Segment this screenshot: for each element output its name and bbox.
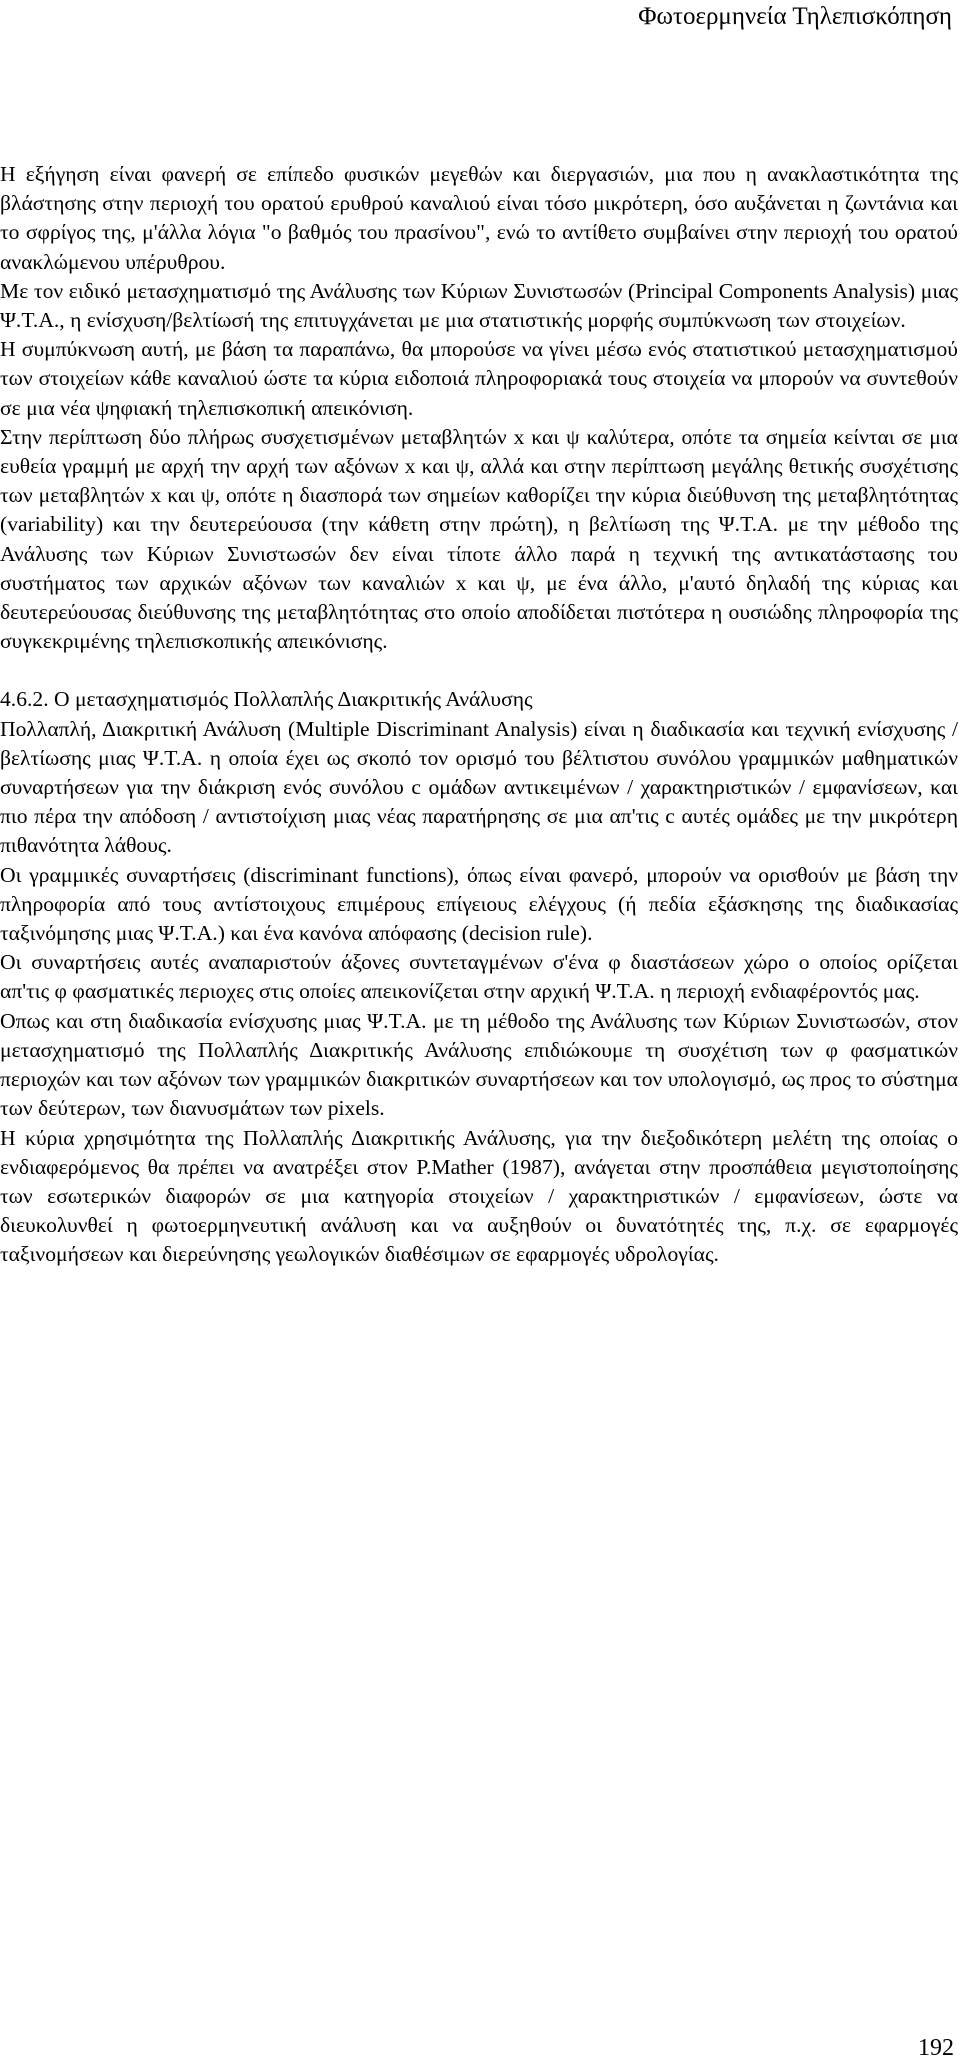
paragraph: Οπως και στη διαδικασία ενίσχυσης μιας Ψ.Τ.Α. με τη μέθοδο της Ανάλυσης των Κύριων Συνιστωσών, στον μετασχηματισμό της Πολλαπλής Διακριτικής Ανάλυσης επιδιώκουμε τη συσχέτιση των φ φασματικών περιοχών και των αξόνων των γραμμικών διακριτικών συναρτήσεων και τον υπολογισμό, ως προς το σύστημα των δεύτερων, των διανυσμάτων των pixels. [0,1008,958,1121]
paragraph-gap [0,656,958,685]
running-header: Φωτοερμηνεία Τηλεπισκόπηση [638,3,952,30]
section-heading: 4.6.2. Ο μετασχηματισμός Πολλαπλής Διακριτικής Ανάλυσης [0,687,533,712]
paragraph: Η εξήγηση είναι φανερή σε επίπεδο φυσικών μεγεθών και διεργασιών, μια που η ανακλαστικότητα της βλάστησης στην περιοχή του ορατού ερυθρού καναλιού είναι τόσο μικρότερη, όσο αυξάνεται η ζωντάνια και το σφρίγος της, μ'άλλα λόγια "ο βαθμός του πρασίνου", ενώ το αντίθετο συμβαίνει στην περιοχή του ορατού ανακλώμενου υπέρυθρου. [0,162,958,274]
document-body [0,160,958,1270]
paragraph: Πολλαπλή, Διακριτική Ανάλυση (Multiple Discriminant Analysis) είναι η διαδικασία και τεχνική ενίσχυσης / βελτίωσης μιας Ψ.Τ.Α. η οποία έχει ως σκοπό τον ορισμό του βέλτιστου συνόλου γραμμικών μαθηματικών συναρτήσεων για την διάκριση ενός συνόλου c ομάδων αντικειμένων / χαρακτηριστικών / εμφανίσεων, και πιο πέρα την απόδοση / αντιστοίχιση μιας νέας παρατήρησης σε μια απ'τις c αυτές ομάδες με την μικρότερη πιθανότητα λάθους. [0,716,958,858]
page-number: 192 [918,2035,954,2061]
paragraph: Στην περίπτωση δύο πλήρως συσχετισμένων μεταβλητών x και ψ καλύτερα, οπότε τα σημεία κείνται σε μια ευθεία γραμμή με αρχή την αρχή των αξόνων x και ψ, αλλά και στην περίπτωση μεγάλης θετικής συσχέτισης των μεταβλητών x και ψ, οπότε η διασπορά των σημείων καθορίζει την κύρια διεύθυνση της μεταβλητότητας (variability) και την δευτερεύουσα (την κάθετη στην πρώτη), η βελτίωση της Ψ.Τ.Α. με την μέθοδο της Ανάλυσης των Κύριων Συνιστωσών δεν είναι τίποτε άλλο παρά η τεχνική της αντικατάστασης του συστήματος των αρχικών αξόνων των καναλιών x και ψ, με ένα άλλο, μ'αυτό δηλαδή της κύριας και δευτερεύουσας διεύθυνσης της μεταβλητότητας στο οποίο αποδίδεται πιστότερα η ουσιώδης πληροφορία της συγκεκριμένης τηλεπισκοπικής απεικόνισης. [0,424,958,654]
paragraph: Με τον ειδικό μετασχηματισμό της Ανάλυσης των Κύριων Συνιστωσών (Principal Components Analysis) μιας Ψ.Τ.Α., η ενίσχυση/βελτίωσή της επιτυγχάνεται με μια στατιστικής μορφής συμπύκνωση των στοιχείων. [0,278,958,333]
paragraph: Η συμπύκνωση αυτή, με βάση τα παραπάνω, θα μπορούσε να γίνει μέσω ενός στατιστικού μετασχηματισμού των στοιχείων κάθε καναλιού ώστε τα κύρια ειδοποιά πληροφοριακά τους στοιχεία να μπορούν να συντεθούν σε μια νέα ψηφιακή τηλεπισκοπική απεικόνιση. [0,337,958,420]
paragraph: Οι συναρτήσεις αυτές αναπαριστούν άξονες συντεταγμένων σ'ένα φ διαστάσεων χώρο ο οποίος ορίζεται απ'τις φ φασματικές περιοχες στις οποίες απεικονίζεται στην αρχική Ψ.Τ.Α. η περιοχή ενδιαφέροντός μας. [0,950,958,1004]
paragraph: Η κύρια χρησιμότητα της Πολλαπλής Διακριτικής Ανάλυσης, για την διεξοδικότερη μελέτη της οποίας ο ενδιαφερόμενος θα πρέπει να ανατρέξει στον P.Mather (1987), ανάγεται στην προσπάθεια μεγιστοποίησης των εσωτερικών διαφορών σε μια κατηγορία στοιχείων / χαρακτηριστικών / εμφανίσεων, ώστε να διευκολυνθεί η φωτοερμηνευτική ανάλυση και να αυξηθούν οι δυνατότητές της, π.χ. σε εφαρμογές ταξινομήσεων και διερεύνησης γεωλογικών διαθέσιμων σε εφαρμογές υδρολογίας. [0,1125,958,1267]
paragraph: Οι γραμμικές συναρτήσεις (discriminant functions), όπως είναι φανερό, μπορούν να ορισθούν με βάση την πληροφορία από τους αντίστοιχους επιμέρους επίγειους ελέγχους (ή πεδία εξάσκησης της διαδικασίας ταξινόμησης μιας Ψ.Τ.Α.) και ένα κανόνα απόφασης (decision rule). [0,862,958,946]
